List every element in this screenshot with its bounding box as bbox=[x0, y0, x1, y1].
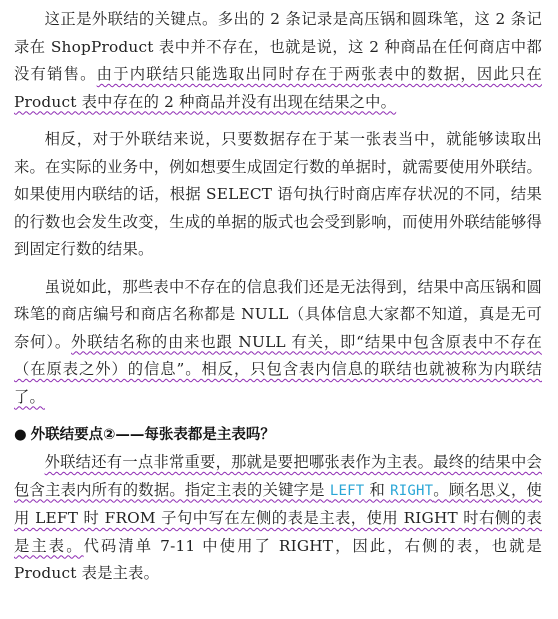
keyword-left: LEFT bbox=[329, 482, 365, 499]
paragraph-null-info bbox=[14, 274, 542, 412]
p4-plain-text: 代码清单 7-11 中使用了 RIGHT，因此，右侧的表，也就是 Product 表是主表。 bbox=[14, 536, 542, 582]
p3-underlined-text: 外联结名称的由来也跟 NULL 有关，即“结果中包含原表中不存在（在原表之外）的信息”。相反，只包含表内信息的联结也就被称为内联结了。 bbox=[14, 332, 542, 406]
heading-text: 外联结要点②——每张表都是主表吗？ bbox=[30, 427, 275, 443]
paragraph-outer-join-usage bbox=[14, 126, 542, 264]
p3-plain-text: 虽说如此，那些表中不存在的信息我们还是无法得到，结果中高压锅和圆珠笔的商店编号和商店名称都是 NULL（具体信息大家都不知道，真是无可奈何）。 bbox=[14, 277, 542, 351]
p4-and: 和 bbox=[364, 480, 391, 499]
section-heading bbox=[14, 423, 542, 447]
heading-bullet: ● bbox=[14, 427, 27, 443]
keyword-right: RIGHT bbox=[390, 482, 434, 499]
paragraph-main-table bbox=[14, 449, 542, 588]
p2-plain-text: 相反，对于外联结来说，只要数据存在于某一张表当中，就能够读取出来。在实际的业务中，例如想要生成固定行数的单据时，就需要使用外联结。如果使用内联结的话，根据 SELECT 语句执行时商店库存状况的不同，结果的行数也会发生改变，生成的单据的版式也会受到影响，而使用外联结能够得到固定行数的结果。 bbox=[14, 130, 542, 258]
document-page bbox=[14, 6, 542, 588]
p1-underlined-text: 由于内联结只能选取出同时存在于两张表中的数据，因此只在 Product 表中存在的 2 种商品并没有出现在结果之中。 bbox=[14, 65, 542, 111]
p4-marked-b: 。顾名思义，使用 LEFT 时 FROM 子句中写在左侧的表是主表，使用 RIGHT 时右侧的表是主表。 bbox=[14, 480, 543, 555]
paragraph-outer-join-key-point bbox=[14, 6, 542, 116]
p4-marked-a: 外联结还有一点非常重要，那就是要把哪张表作为主表。最终的结果中会包含主表内所有的数据。指定主表的关键字是 bbox=[14, 453, 542, 499]
p1-plain-text: 这正是外联结的关键点。多出的 2 条记录是高压锅和圆珠笔，这 2 条记录在 ShopProduct 表中并不存在，也就是说，这 2 种商品在任何商店中都没有销售。 bbox=[14, 10, 542, 83]
